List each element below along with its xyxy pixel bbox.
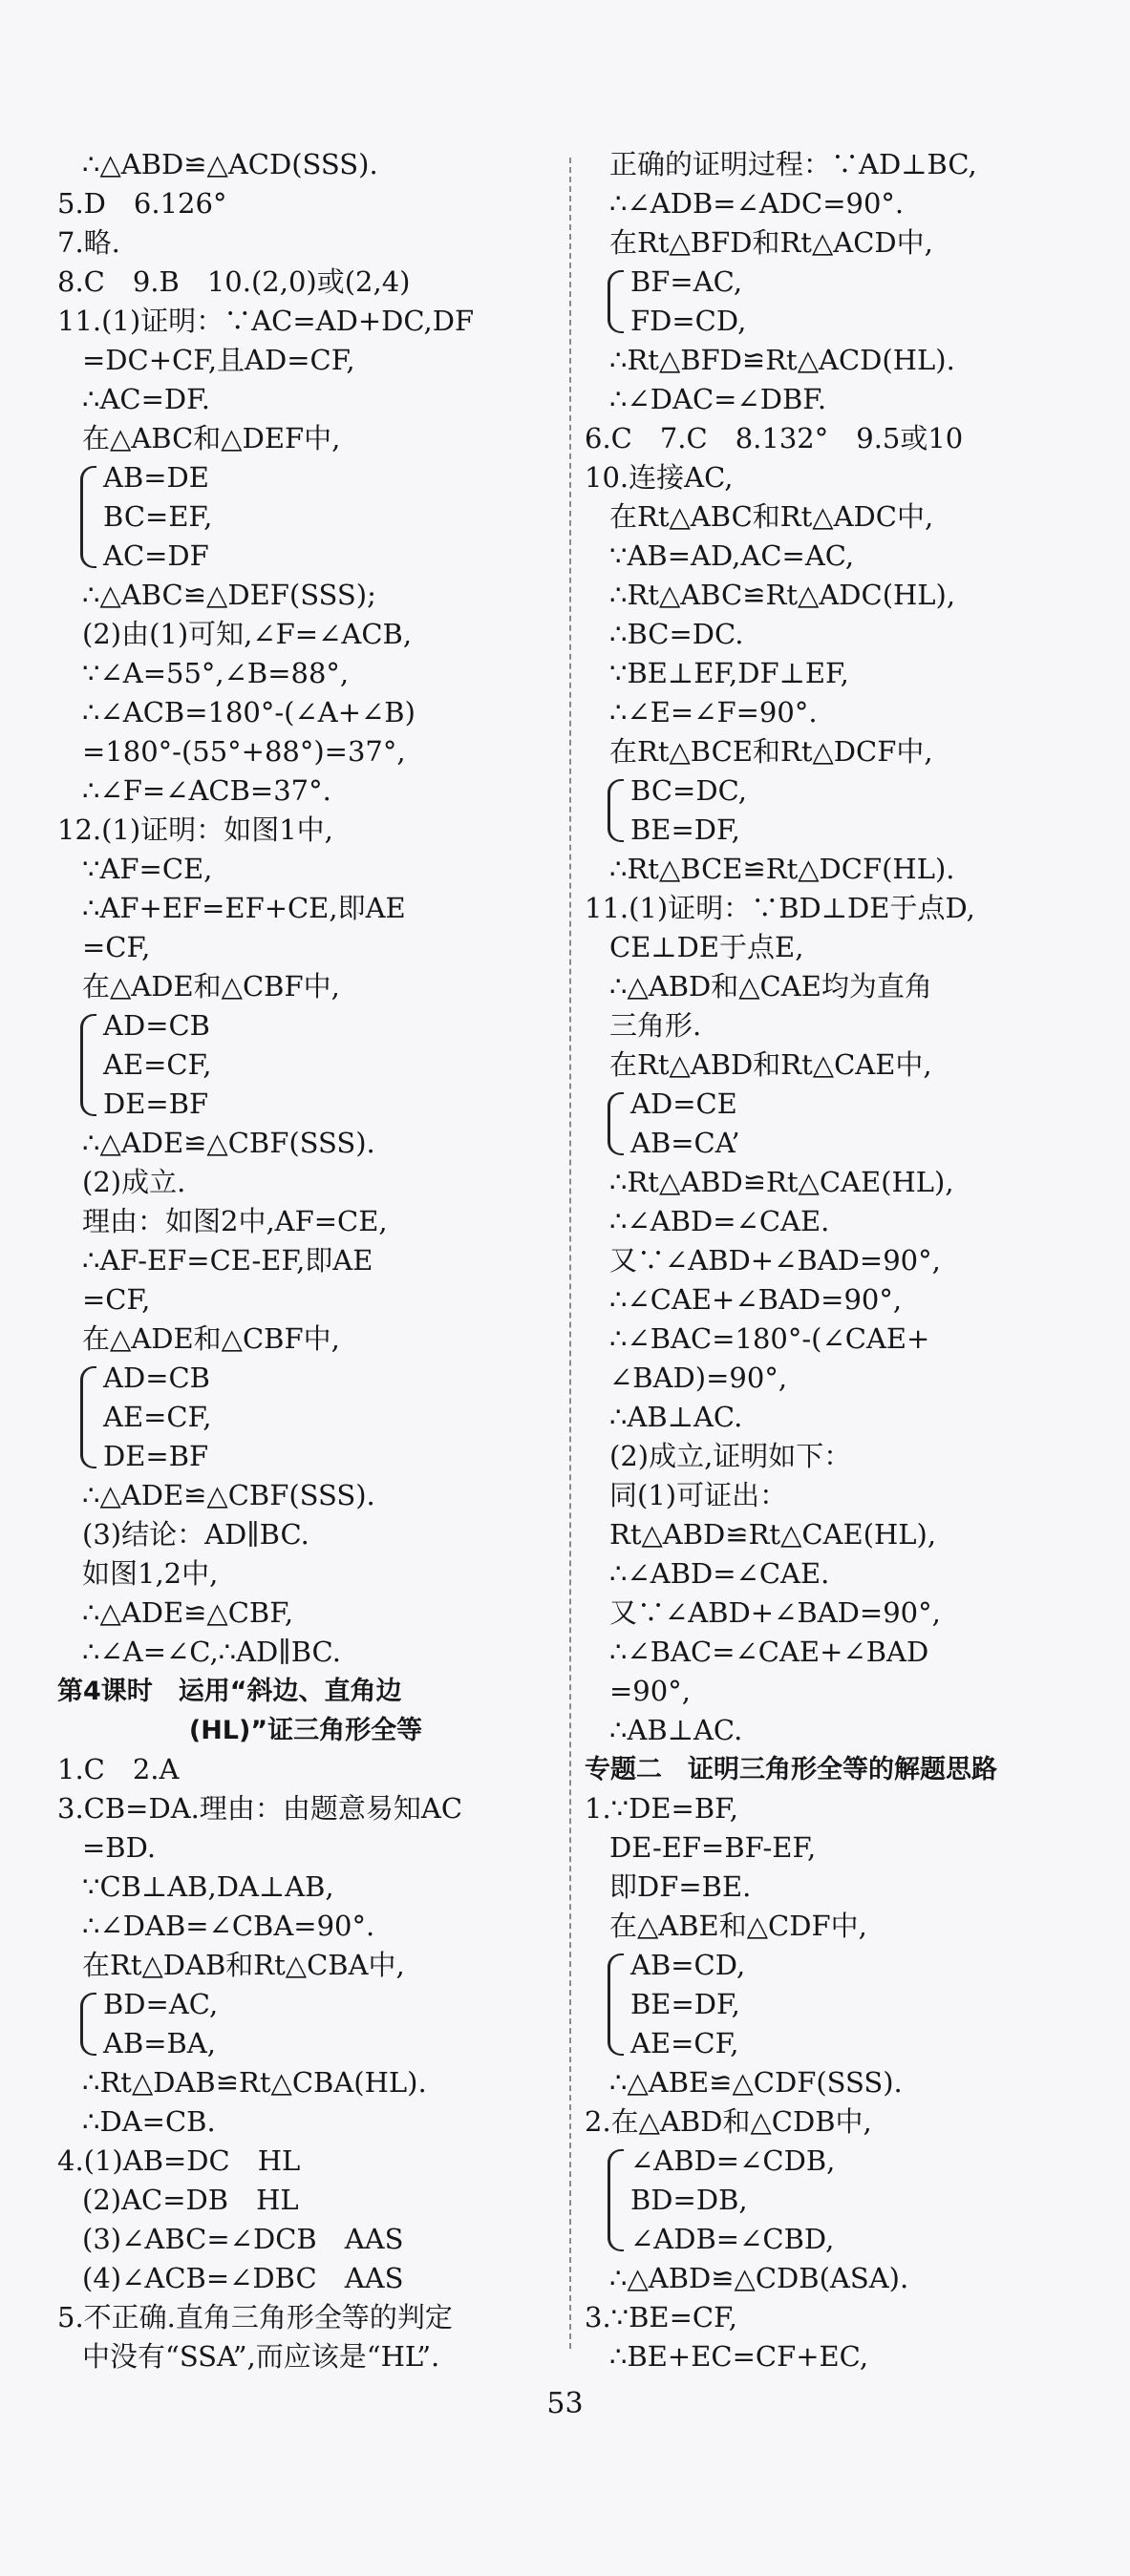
answer-line: 4.(1)AB=DC HL xyxy=(57,2144,301,2177)
answer-line: 又∵∠ABD+∠BAD=90°, xyxy=(609,1244,941,1277)
answer-line: ∴∠DAC=∠DBF. xyxy=(609,383,827,415)
equation-line: AB=DE xyxy=(103,461,209,494)
equation-line: AE=CF, xyxy=(630,2027,739,2059)
answer-line: ∴△ABD≌△ACD(SSS). xyxy=(82,148,378,180)
answer-line: 正确的证明过程：∵AD⊥BC, xyxy=(609,148,977,180)
answer-line: 同(1)可证出： xyxy=(609,1479,788,1511)
answer-line: ∴∠ABD=∠CAE. xyxy=(609,1205,830,1237)
equation-system xyxy=(585,1085,1081,1163)
answer-line: 5.不正确.直角三角形全等的判定 xyxy=(57,2301,453,2333)
answer-line: (2)由(1)可知,∠F=∠ACB, xyxy=(82,618,413,650)
answer-line: ∴BE+EC=CF+EC, xyxy=(609,2340,869,2373)
answer-line: 即DF=BE. xyxy=(609,1870,752,1903)
section-heading: 第4课时 运用“斜边、直角边 xyxy=(57,1677,402,1706)
answer-line: 三角形. xyxy=(609,1009,702,1042)
answer-line: 6.C 7.C 8.132° 9.5或10 xyxy=(585,422,964,454)
answer-line: 10.连接AC, xyxy=(585,461,734,494)
answer-line: =DC+CF,且AD=CF, xyxy=(82,344,355,376)
answer-line: ∴△ADE≌△CBF(SSS). xyxy=(82,1479,375,1511)
answer-line: 3.CB=DA.理由：由题意易知AC xyxy=(57,1792,463,1825)
answer-line: ∴∠CAE+∠BAD=90°, xyxy=(609,1283,903,1316)
answer-line: ∴△ABC≌△DEF(SSS); xyxy=(82,579,376,611)
equation-line: AC=DF xyxy=(103,539,209,572)
answer-line: 在Rt△ABC和Rt△ADC中, xyxy=(609,500,934,533)
answer-line: ∴AC=DF. xyxy=(82,383,210,415)
answer-line: 3.∵BE=CF, xyxy=(585,2301,737,2333)
answer-line: CE⊥DE于点E, xyxy=(609,931,804,963)
equation-line: ∠ADB=∠CBD, xyxy=(630,2223,835,2255)
equation-line: BC=DC, xyxy=(630,774,747,807)
answer-line: ∴Rt△ABC≌Rt△ADC(HL), xyxy=(609,579,956,611)
equation-system xyxy=(57,1985,554,2063)
equation-line: BE=DF, xyxy=(630,1988,740,2020)
answer-line: ∴Rt△ABD≌Rt△CAE(HL), xyxy=(609,1166,954,1198)
answer-line: =180°-(55°+88°)=37°, xyxy=(82,735,406,768)
equation-line: AB=BA, xyxy=(103,2027,217,2059)
answer-line: 又∵∠ABD+∠BAD=90°, xyxy=(609,1596,941,1629)
page-number: 53 xyxy=(546,2387,584,2420)
answer-line: ∴∠E=∠F=90°. xyxy=(609,696,818,728)
answer-line: 在Rt△BFD和Rt△ACD中, xyxy=(609,226,933,259)
answer-line: ∴∠DAB=∠CBA=90°. xyxy=(82,1910,375,1942)
answer-line: (2)AC=DB HL xyxy=(82,2184,299,2216)
answer-line: 12.(1)证明：如图1中, xyxy=(57,813,333,846)
answer-line: ∴AB⊥AC. xyxy=(609,1401,743,1433)
answer-line: 如图1,2中, xyxy=(82,1557,219,1590)
equation-system xyxy=(57,1006,554,1124)
answer-line: ∴△ABD和△CAE均为直角 xyxy=(609,970,932,1003)
equation-line: AB=CA’ xyxy=(630,1127,740,1159)
left-column xyxy=(57,145,554,2376)
equation-system xyxy=(57,458,554,576)
answer-line: ∴Rt△DAB≌Rt△CBA(HL). xyxy=(82,2066,427,2099)
answer-line: 7.略. xyxy=(57,226,120,259)
answer-line: ∵AF=CE, xyxy=(82,853,213,885)
answer-line: ∴Rt△BFD≌Rt△ACD(HL). xyxy=(609,344,955,376)
answer-line: ∴∠F=∠ACB=37°. xyxy=(82,774,331,807)
answer-line: (2)成立. xyxy=(82,1166,186,1198)
answer-line: DE-EF=BF-EF, xyxy=(609,1831,817,1864)
answer-line: =CF, xyxy=(82,1283,151,1316)
equation-system xyxy=(57,1359,554,1476)
answer-line: 1.∵DE=BF, xyxy=(585,1792,738,1825)
answer-line: (3)∠ABC=∠DCB AAS xyxy=(82,2223,404,2255)
answer-line: 在△ADE和△CBF中, xyxy=(82,1322,340,1355)
answer-line: =CF, xyxy=(82,931,151,963)
equation-line: AE=CF, xyxy=(103,1048,212,1081)
answer-line: =BD. xyxy=(82,1831,157,1864)
answer-line: (4)∠ACB=∠DBC AAS xyxy=(82,2262,404,2294)
answer-line: 理由：如图2中,AF=CE, xyxy=(82,1205,388,1237)
answer-line: Rt△ABD≌Rt△CAE(HL), xyxy=(609,1518,937,1551)
answer-line: 在Rt△ABD和Rt△CAE中, xyxy=(609,1048,932,1081)
answer-line: 5.D 6.126° xyxy=(57,187,227,220)
answer-line: ∴△ADE≌△CBF(SSS). xyxy=(82,1127,375,1159)
answer-line: 在Rt△DAB和Rt△CBA中, xyxy=(82,1949,405,1981)
answer-line: 在△ABE和△CDF中, xyxy=(609,1910,867,1942)
answer-line: ∴AB⊥AC. xyxy=(609,1714,743,1746)
equation-system xyxy=(585,771,1081,850)
answer-line: (3)结论：AD∥BC. xyxy=(82,1518,309,1551)
equation-line: BD=DB, xyxy=(630,2184,748,2216)
answer-line: 在Rt△BCE和Rt△DCF中, xyxy=(609,735,933,768)
answer-line: (2)成立,证明如下： xyxy=(609,1440,852,1472)
answer-line: ∴∠A=∠C,∴AD∥BC. xyxy=(82,1636,341,1668)
column-divider xyxy=(569,158,571,2349)
answer-line: ∴∠ABD=∠CAE. xyxy=(609,1557,830,1590)
section-heading: (HL)”证三角形全等 xyxy=(188,1716,423,1745)
answer-line: ∴△ABD≌△CDB(ASA). xyxy=(609,2262,909,2294)
answer-line: ∴∠ACB=180°-(∠A+∠B) xyxy=(82,696,416,728)
equation-line: AD=CB xyxy=(103,1009,210,1042)
answer-line: ∴AF-EF=CE-EF,即AE xyxy=(82,1244,373,1277)
answer-line: ∴AF+EF=EF+CE,即AE xyxy=(82,892,406,924)
section-heading: 专题二 证明三角形全等的解题思路 xyxy=(585,1755,997,1784)
answer-line: 在△ABC和△DEF中, xyxy=(82,422,341,454)
equation-line: AD=CB xyxy=(103,1362,210,1394)
answer-line: ∴Rt△BCE≌Rt△DCF(HL). xyxy=(609,853,955,885)
equation-line: AB=CD, xyxy=(630,1949,746,1981)
equation-line: FD=CD, xyxy=(630,305,747,337)
equation-line: BF=AC, xyxy=(630,265,743,298)
equation-line: AD=CE xyxy=(630,1087,737,1120)
answer-line: 在△ADE和△CBF中, xyxy=(82,970,340,1003)
answer-line: ∴BC=DC. xyxy=(609,618,744,650)
equation-line: ∠ABD=∠CDB, xyxy=(630,2144,836,2177)
answer-line: ∴DA=CB. xyxy=(82,2105,216,2138)
equation-line: AE=CF, xyxy=(103,1401,212,1433)
answer-line: 11.(1)证明：∵BD⊥DE于点D, xyxy=(585,892,975,924)
equation-line: DE=BF xyxy=(103,1440,209,1472)
answer-line: ∴∠ADB=∠ADC=90°. xyxy=(609,187,905,220)
answer-line: ∵BE⊥EF,DF⊥EF, xyxy=(609,657,849,689)
equation-line: BE=DF, xyxy=(630,813,740,846)
answer-line: 8.C 9.B 10.(2,0)或(2,4) xyxy=(57,265,411,298)
answer-line: =90°, xyxy=(609,1675,691,1707)
answer-line: ∴∠BAC=180°-(∠CAE+ xyxy=(609,1322,930,1355)
answer-line: 2.在△ABD和△CDB中, xyxy=(585,2105,872,2138)
answer-line: ∵AB=AD,AC=AC, xyxy=(609,539,855,572)
equation-line: DE=BF xyxy=(103,1087,209,1120)
equation-line: BC=EF, xyxy=(103,500,213,533)
answer-line: ∠BAD)=90°, xyxy=(609,1362,788,1394)
answer-line: 中没有“SSA”,而应该是“HL”. xyxy=(82,2340,440,2373)
answer-line: ∵CB⊥AB,DA⊥AB, xyxy=(82,1870,334,1903)
answer-line: 11.(1)证明：∵AC=AD+DC,DF xyxy=(57,305,475,337)
answer-line: ∴△ADE≌△CBF, xyxy=(82,1596,294,1629)
right-column xyxy=(585,145,1081,2376)
equation-line: BD=AC, xyxy=(103,1988,219,2020)
answer-line: ∴△ABE≌△CDF(SSS). xyxy=(609,2066,903,2099)
answer-line: ∴∠BAC=∠CAE+∠BAD xyxy=(609,1636,929,1668)
answer-line: ∵∠A=55°,∠B=88°, xyxy=(82,657,350,689)
answer-line: 1.C 2.A xyxy=(57,1753,180,1785)
equation-system xyxy=(585,2142,1081,2259)
equation-system xyxy=(585,263,1081,341)
equation-system xyxy=(585,1946,1081,2063)
